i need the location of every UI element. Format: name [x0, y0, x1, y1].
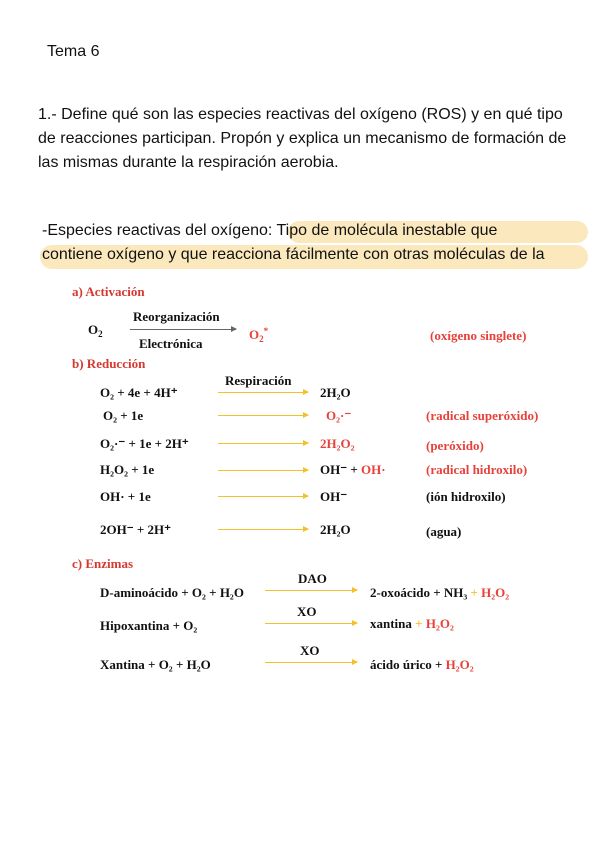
reduction-row-1-product: O₂·⁻ [326, 408, 352, 423]
reduction-row-0-product: 2H₂O [320, 385, 351, 400]
reduction-row-4-product: OH⁻ [320, 489, 348, 504]
reduction-row-5-reactants: 2OH⁻ + 2H⁺ [100, 522, 171, 537]
reduction-row-4-reactants: OH· + 1e [100, 489, 151, 504]
activation-arrow [130, 329, 236, 330]
enzyme-row-0-product: 2-oxoácido + NH₃ + H₂O₂ [370, 585, 510, 600]
reduction-row-1-label: (radical superóxido) [426, 408, 539, 423]
activation-label: (oxígeno singlete) [430, 328, 527, 343]
reduction-row-2-reactants: O₂·⁻ + 1e + 2H⁺ [100, 436, 189, 451]
reduction-arrow-label: Respiración [225, 373, 292, 388]
reduction-row-2-label: (peróxido) [426, 438, 484, 453]
reduction-heading: b) Reducción [72, 356, 146, 371]
reduction-row-2-product: 2H₂O₂ [320, 436, 355, 451]
reduction-row-1-reactants: O₂ + 1e [103, 408, 144, 423]
reduction-row-2-arrow [218, 443, 308, 444]
reduction-row-4-arrow [218, 496, 308, 497]
reduction-row-5-arrow [218, 529, 308, 530]
definition-text-line1: Tipo de molécula inestable que [276, 222, 498, 239]
reduction-row-0-reactants: O₂ + 4e + 4H⁺ [100, 385, 178, 400]
page-title: Tema 6 [47, 43, 100, 60]
activation-product: $O_2^*$ [249, 326, 269, 344]
activation-reactant: $O_2$ [88, 322, 103, 339]
enzyme-row-2-reactants: Xantina + O₂ + H₂O [100, 657, 211, 672]
enzyme-row-2-arrow [265, 662, 357, 663]
enzyme-row-2-name: XO [300, 643, 320, 658]
enzyme-row-0-reactants: D-aminoácido + O₂ + H₂O [100, 585, 244, 600]
definition-text-line2: contiene oxígeno y que reacciona fácilmente con otras moléculas de la [42, 246, 545, 263]
enzyme-row-0-arrow [265, 590, 357, 591]
question-text: 1.- Define qué son las especies reactivas del oxígeno (ROS) y en qué tipo de reacciones participan. Propón y explica un mecanismo de formación de las mismas durante la respiración aerobia. [38, 106, 567, 171]
definition-term: -Especies reactivas del oxígeno: [42, 222, 277, 239]
enzyme-row-1-name: XO [297, 604, 317, 619]
reduction-row-3-reactants: H₂O₂ + 1e [100, 462, 155, 477]
reduction-row-3-label: (radical hidroxilo) [426, 462, 528, 477]
enzyme-row-1-reactants: Hipoxantina + O₂ [100, 618, 198, 633]
activation-arrow-top: Reorganización [133, 309, 220, 324]
activation-arrow-bottom: Electrónica [139, 336, 203, 351]
reduction-row-0-arrow [218, 392, 308, 393]
enzymes-heading: c) Enzimas [72, 556, 134, 571]
reduction-row-1-arrow [218, 415, 308, 416]
reduction-row-5-product: 2H₂O [320, 522, 351, 537]
reduction-row-4-label: (ión hidroxilo) [426, 489, 506, 504]
definition [42, 219, 545, 267]
enzyme-row-0-name: DAO [298, 571, 327, 586]
enzyme-row-1-arrow [265, 623, 357, 624]
reduction-row-5-label: (agua) [426, 524, 462, 539]
hydroxyl-radical: OH· [361, 462, 386, 477]
reduction-row-3-arrow [218, 470, 308, 471]
enzyme-row-2-product: ácido úrico + H₂O₂ [370, 657, 474, 672]
activation-heading: a) Activación [72, 284, 145, 299]
reduction-row-3-product: OH⁻ + OH· [320, 462, 386, 477]
enzyme-row-1-product: xantina + H₂O₂ [370, 616, 454, 631]
